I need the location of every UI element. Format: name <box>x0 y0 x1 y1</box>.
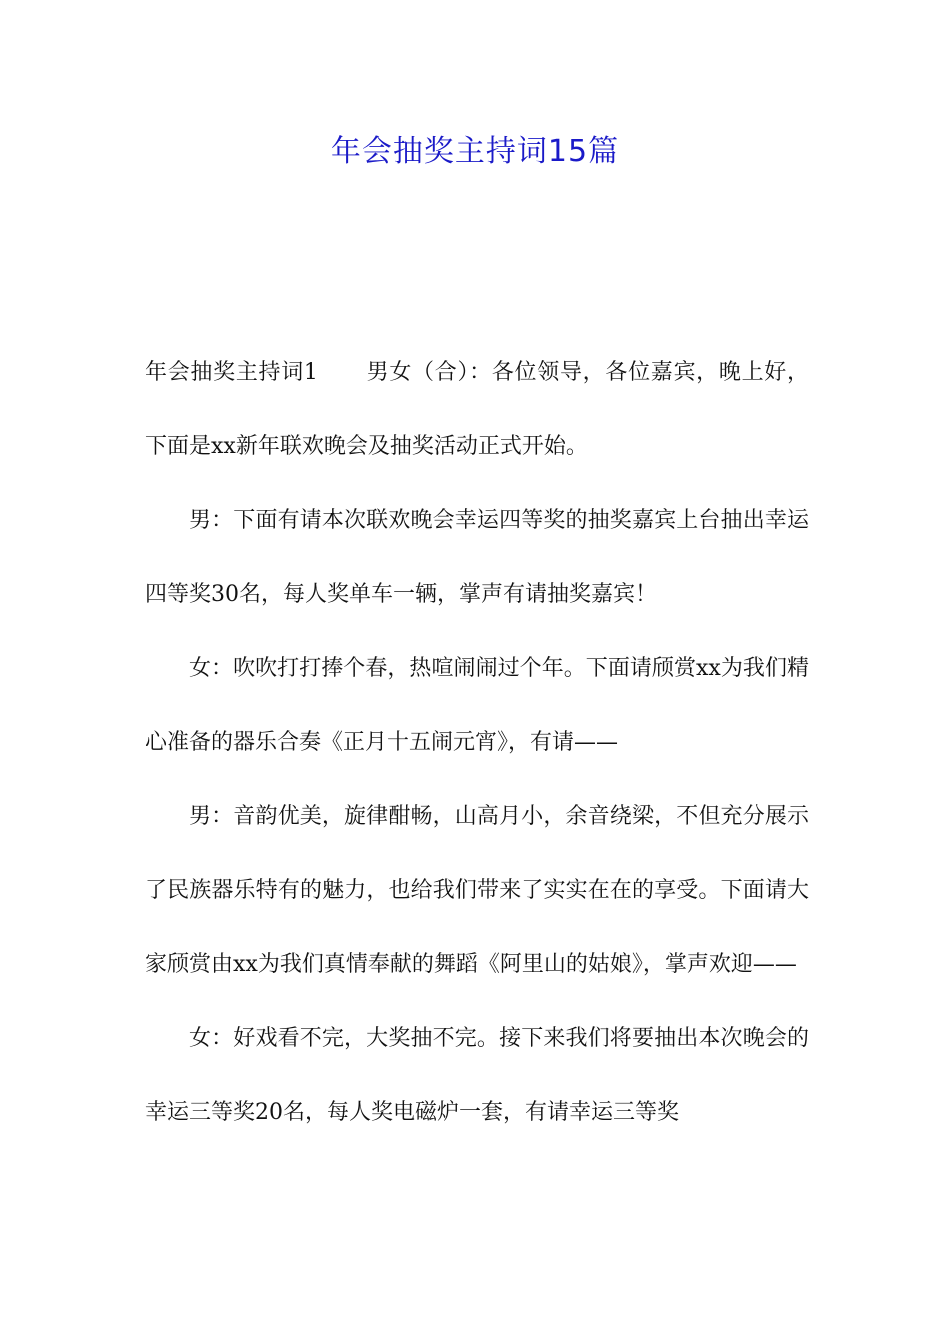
paragraph-2: 男：下面有请本次联欢晚会幸运四等奖的抽奖嘉宾上台抽出幸运四等奖30名，每人奖单车一辆，掌声有请抽奖嘉宾！ <box>145 508 809 607</box>
paragraph-5: 女：好戏看不完，大奖抽不完。接下来我们将要抽出本次晚会的幸运三等奖20名，每人奖电磁炉一套，有请幸运三等奖 <box>145 1026 809 1125</box>
document-title: 年会抽奖主持词15篇 <box>330 134 620 169</box>
paragraph-1-text: 男女（合）：各位领导，各位嘉宾，晚上好，下面是xx新年联欢晚会及抽奖活动正式开始。 <box>145 360 809 459</box>
paragraph-4: 男：音韵优美，旋律酣畅，山高月小，余音绕梁，不但充分展示了民族器乐特有的魅力，也给我们带来了实实在在的享受。下面请大家颀赏由xx为我们真情奉献的舞蹈《阿里山的姑娘》，掌声欢迎—— <box>145 804 809 977</box>
paragraph-1 <box>145 336 809 484</box>
document-body <box>145 336 809 1150</box>
paragraph-3: 女：吹吹打打捧个春，热喧闹闹过个年。下面请颀赏xx为我们精心准备的器乐合奏《正月十五闹元宵》，有请—— <box>145 656 809 755</box>
paragraph-1-lead: 年会抽奖主持词1 <box>145 360 318 385</box>
